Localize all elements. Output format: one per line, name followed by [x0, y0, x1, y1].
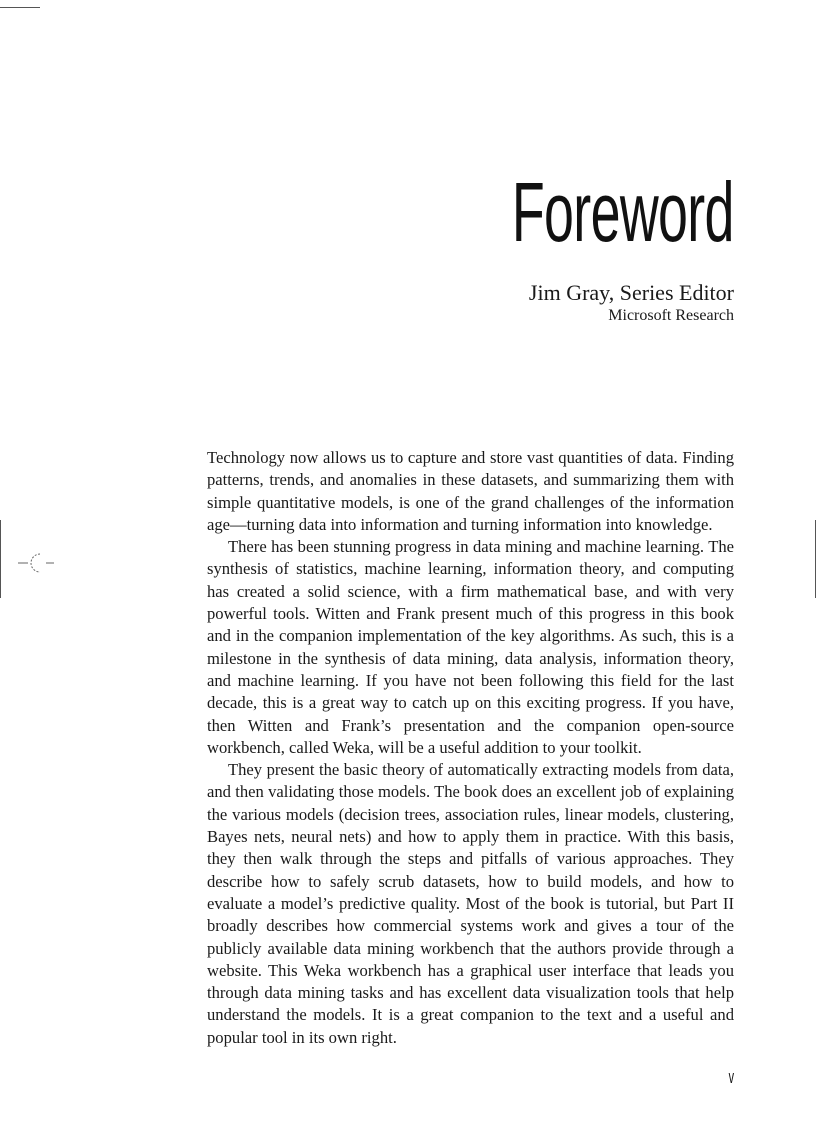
paragraph: There has been stunning progress in data mining and machine learning. The synthesis of statistics, machine learning, information theory, and computing has created a solid science, with a firm mathematical base, and with very powerful tools. Witten and Frank present much of this progress in this book and in the companion implementation of the key algorithms. As such, this is a milestone in the synthesis of data mining, data analysis, information theory, and machine learning. If you have not been following this field for the last decade, this is a great way to catch up on this exciting progress. If you have, then Witten and Frank’s presentation and the companion open-source workbench, called Weka, will be a useful addition to your toolkit. [207, 537, 734, 757]
crop-mark-top [0, 7, 40, 8]
registration-mark-icon [18, 548, 58, 578]
foreword-author: Jim Gray, Series Editor [528, 280, 734, 305]
author-affiliation: Microsoft Research [608, 307, 734, 324]
chapter-title: Foreword [512, 165, 734, 259]
foreword-body [207, 447, 734, 1049]
page-number: v [728, 1067, 734, 1087]
crop-mark-left [0, 520, 1, 598]
paragraph: Technology now allows us to capture and store vast quantities of data. Finding patterns, trends, and anomalies in these datasets, and summarizing them with simple quantitative models, is one of the grand challenges of the information age—turning data into information and turning information into knowledge. [207, 448, 734, 534]
paragraph: They present the basic theory of automatically extracting models from data, and then validating those models. The book does an excellent job of explaining the various models (decision trees, association rules, linear models, clustering, Bayes nets, neural nets) and how to apply them in practice. With this basis, they then walk through the steps and pitfalls of various approaches. They describe how to safely scrub datasets, how to build models, and how to evaluate a model’s predictive quality. Most of the book is tutorial, but Part II broadly describes how commercial systems work and gives a tour of the publicly available data mining workbench that the authors provide through a website. This Weka workbench has a graphical user interface that leads you through data mining tasks and has excellent data visualization tools that help understand the models. It is a great companion to the text and a useful and popular tool in its own right. [207, 760, 734, 1047]
